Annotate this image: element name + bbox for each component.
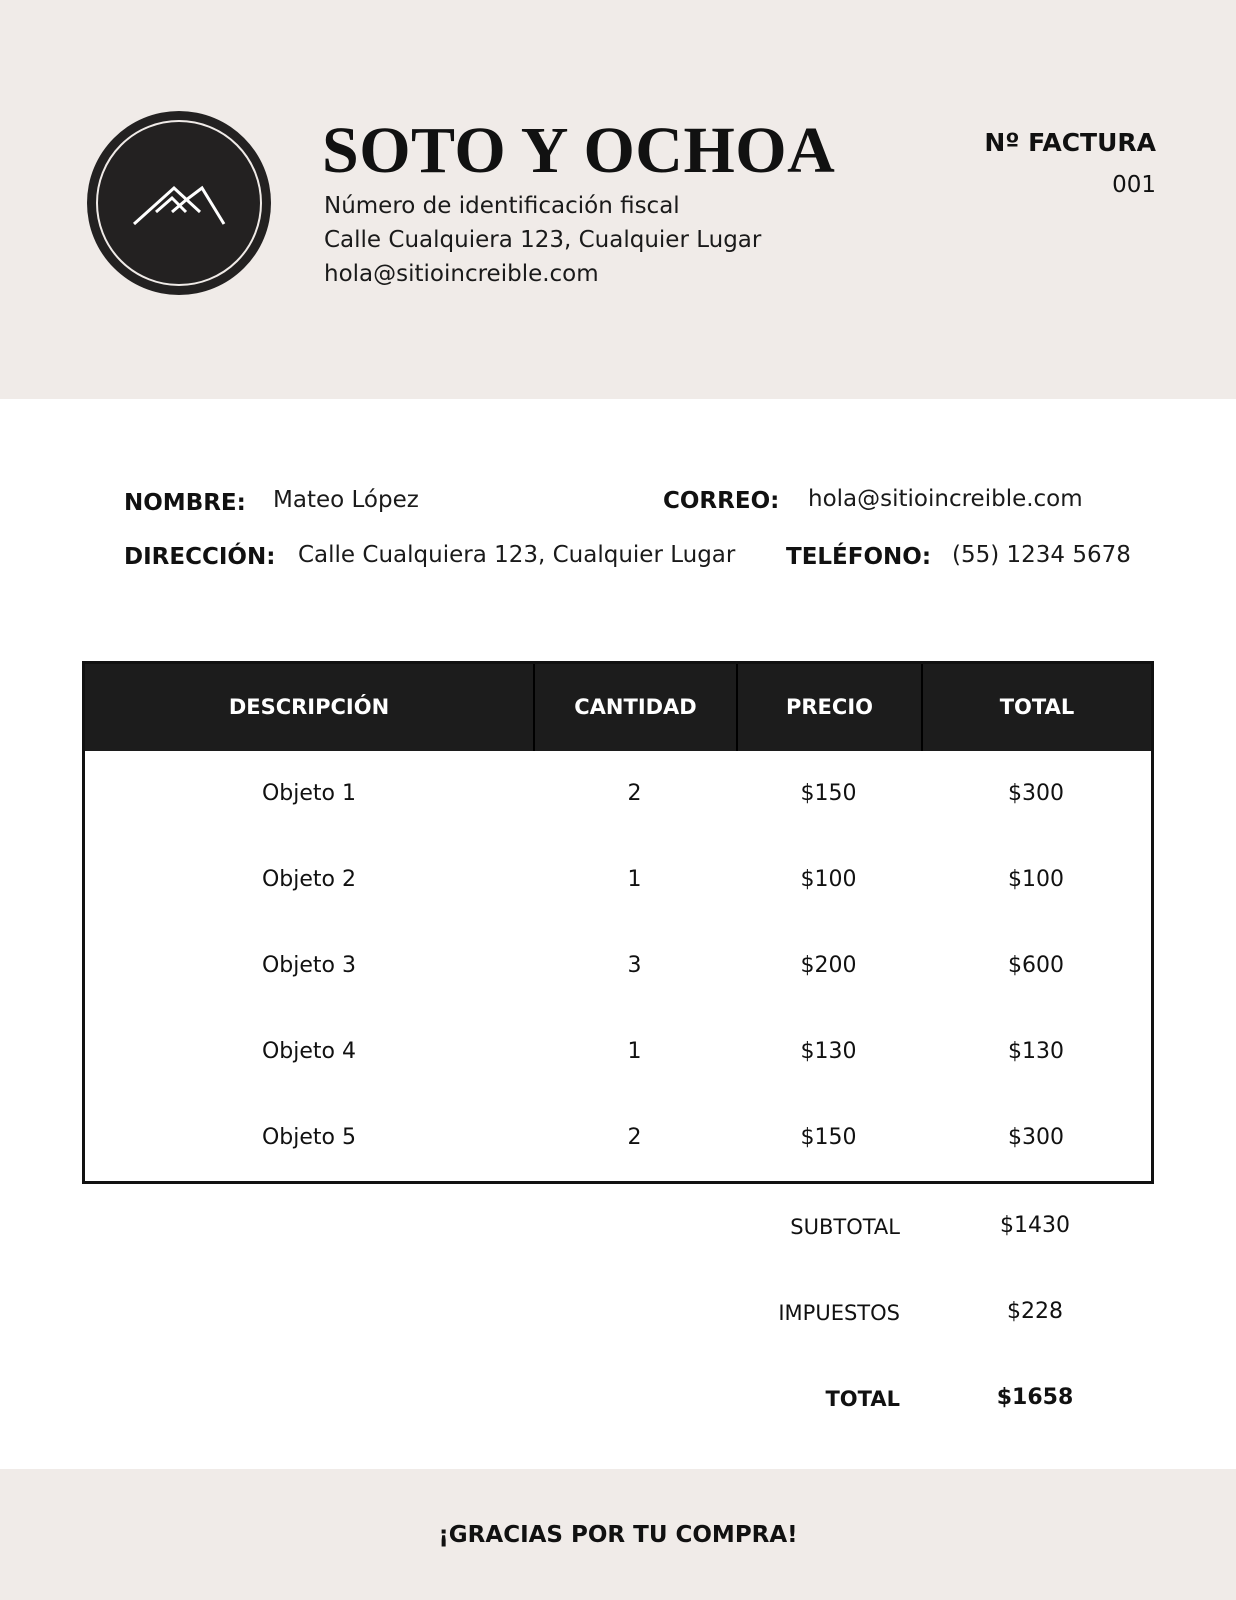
- row-description: Objeto 2: [261, 867, 356, 892]
- items-table: [82, 661, 1154, 1184]
- row-description: Objeto 1: [261, 781, 356, 806]
- invoice-number: 001: [1112, 172, 1156, 198]
- thank-you-message: ¡GRACIAS POR TU COMPRA!: [438, 1522, 798, 1548]
- total-label: TOTAL: [825, 1387, 900, 1411]
- row-description: Objeto 5: [261, 1125, 356, 1150]
- client-name-value: Mateo López: [273, 487, 419, 513]
- column-header-quantity: CANTIDAD: [533, 664, 736, 751]
- tax-id-label: Número de identificación fiscal: [324, 193, 680, 219]
- company-email: hola@sitioincreible.com: [324, 261, 599, 287]
- row-quantity: 1: [627, 867, 642, 892]
- column-header-description: DESCRIPCIÓN: [228, 695, 390, 719]
- tax-label: IMPUESTOS: [778, 1301, 900, 1325]
- table-row: [85, 1009, 1151, 1095]
- row-price: $150: [800, 1125, 857, 1150]
- row-price: $150: [800, 781, 857, 806]
- client-name-label: NOMBRE:: [124, 490, 246, 516]
- row-total: $600: [1008, 953, 1064, 978]
- client-address-label: DIRECCIÓN:: [124, 544, 276, 570]
- row-description: Objeto 3: [261, 953, 356, 978]
- table-row: [85, 1095, 1151, 1181]
- client-email-label: CORREO:: [663, 488, 780, 514]
- company-name: SOTO Y OCHOA: [322, 114, 836, 187]
- row-price: $130: [800, 1039, 857, 1064]
- row-quantity: 2: [627, 781, 642, 806]
- subtotal-label: SUBTOTAL: [790, 1215, 900, 1239]
- invoice-number-label: Nº FACTURA: [984, 128, 1156, 157]
- company-logo: [87, 111, 271, 295]
- client-address-value: Calle Cualquiera 123, Cualquier Lugar: [298, 542, 736, 568]
- row-total: $130: [1008, 1039, 1064, 1064]
- row-quantity: 1: [627, 1039, 642, 1064]
- table-row: [85, 751, 1151, 837]
- row-total: $300: [1008, 1125, 1064, 1150]
- row-total: $100: [1008, 867, 1064, 892]
- mountains-icon: [132, 182, 226, 226]
- tax-value: $228: [1007, 1299, 1063, 1324]
- company-address: Calle Cualquiera 123, Cualquier Lugar: [324, 227, 762, 253]
- column-header-price: PRECIO: [736, 664, 921, 751]
- table-row: [85, 837, 1151, 923]
- row-price: $200: [800, 953, 857, 978]
- invoice-header: [0, 0, 1236, 399]
- client-email-value: hola@sitioincreible.com: [808, 486, 1083, 512]
- row-description: Objeto 4: [261, 1039, 356, 1064]
- row-quantity: 2: [627, 1125, 642, 1150]
- invoice-footer: [0, 1469, 1236, 1600]
- row-quantity: 3: [627, 953, 642, 978]
- table-row: [85, 923, 1151, 1009]
- client-phone-value: (55) 1234 5678: [952, 542, 1131, 568]
- client-phone-label: TELÉFONO:: [786, 544, 932, 570]
- column-header-total: TOTAL: [921, 664, 1151, 751]
- subtotal-value: $1430: [1000, 1213, 1070, 1238]
- total-value: $1658: [996, 1385, 1074, 1410]
- row-total: $300: [1008, 781, 1064, 806]
- row-price: $100: [800, 867, 857, 892]
- table-header-row: [85, 664, 1151, 751]
